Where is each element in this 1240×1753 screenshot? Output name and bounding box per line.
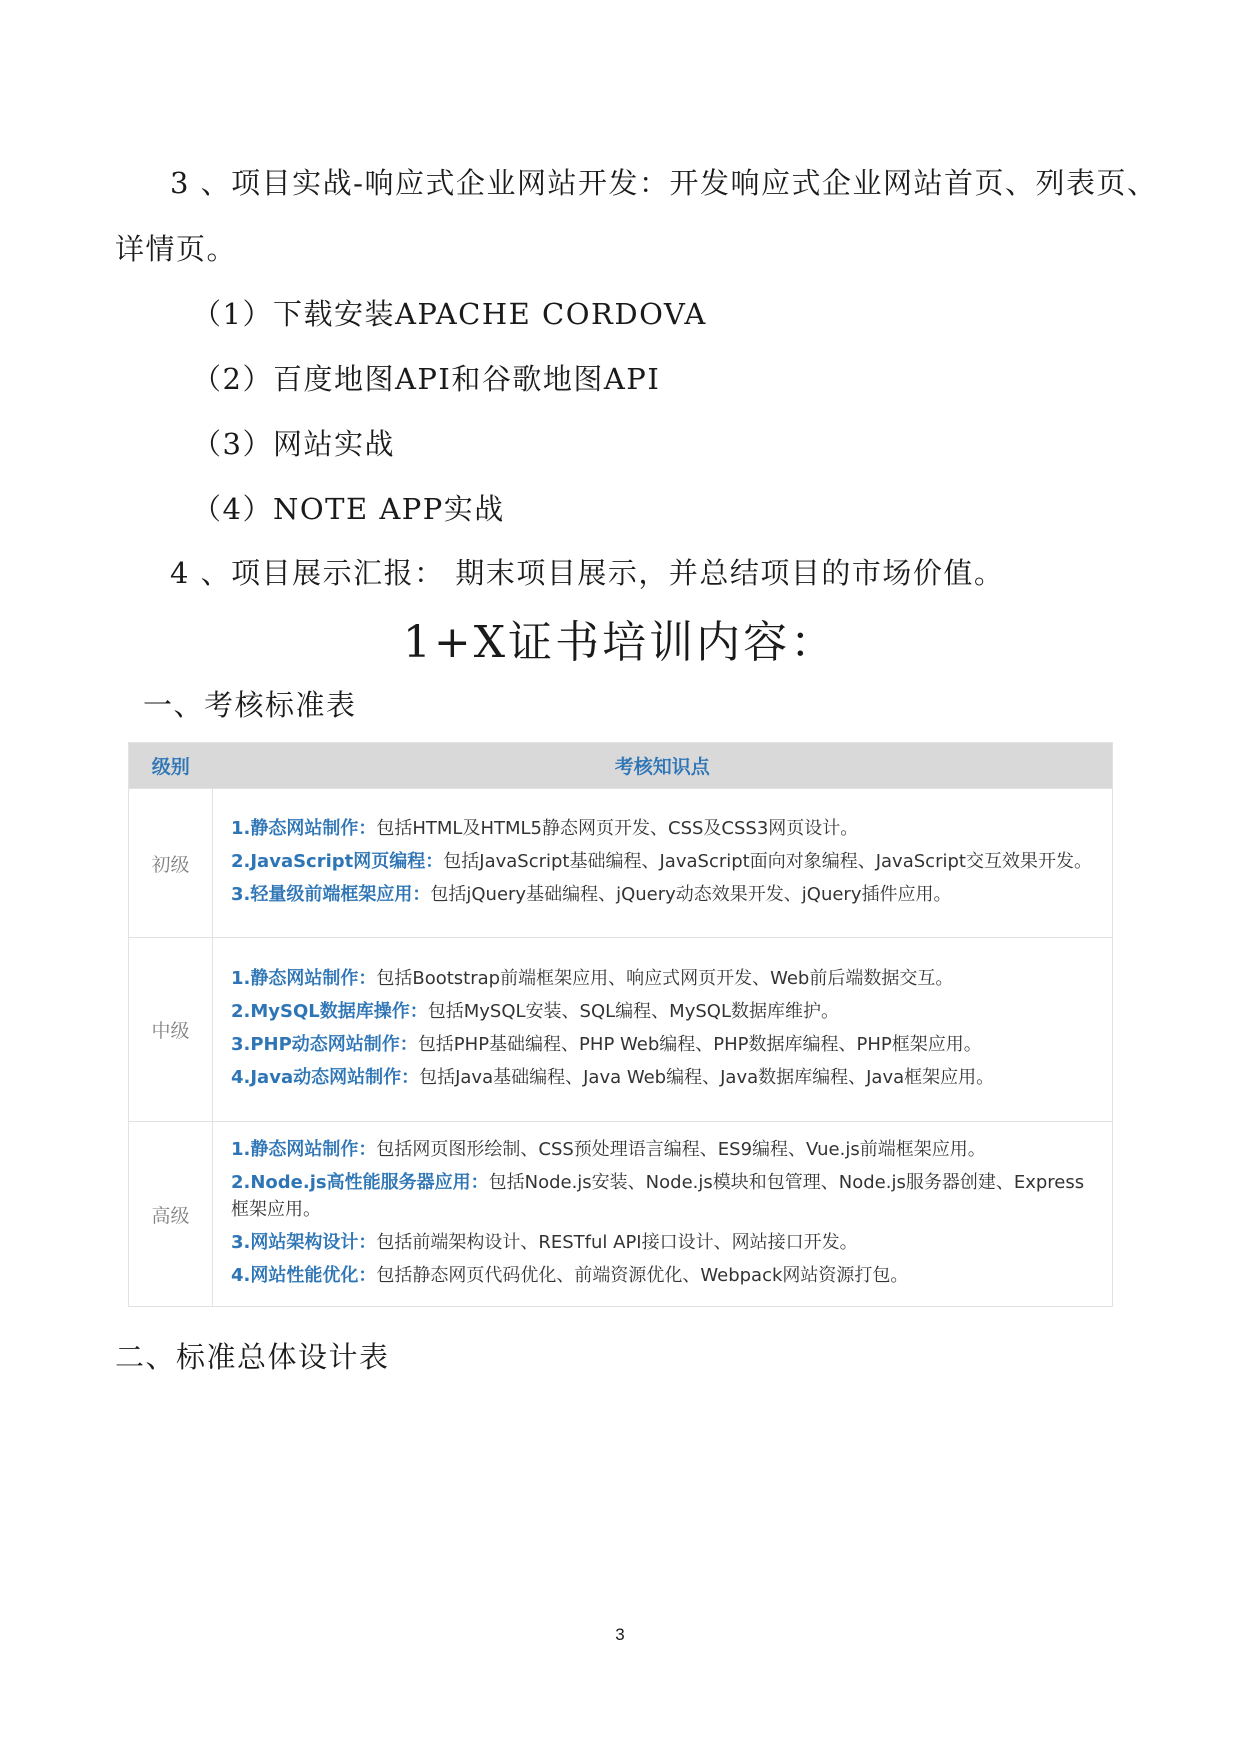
list-item: （2）百度地图API和谷歌地图API	[192, 362, 661, 396]
paragraph-project-practice: 3 、项目实战-响应式企业网站开发：开发响应式企业网站首页、列表页、	[170, 166, 1158, 200]
point-title: 4.网站性能优化：	[231, 1264, 377, 1286]
knowledge-point	[231, 1262, 1098, 1289]
section-title-design: 二、标准总体设计表	[115, 1340, 390, 1374]
point-title: 4.Java动态网站制作：	[231, 1066, 420, 1088]
list-item: （4）NOTE APP实战	[192, 492, 505, 526]
point-title: 1.静态网站制作：	[231, 967, 377, 989]
knowledge-point	[231, 848, 1098, 875]
points-cell	[213, 1122, 1113, 1307]
level-cell: 初级	[129, 789, 213, 938]
table-header-row	[129, 743, 1113, 789]
point-title: 1.静态网站制作：	[231, 817, 377, 839]
level-cell: 高级	[129, 1122, 213, 1307]
page-number: 3	[615, 1625, 625, 1644]
point-text: 包括PHP基础编程、PHP Web编程、PHP数据库编程、PHP框架应用。	[417, 1033, 982, 1055]
point-text: 包括网页图形绘制、CSS预处理语言编程、ES9编程、Vue.js前端框架应用。	[376, 1138, 986, 1160]
point-title: 3.轻量级前端框架应用：	[231, 883, 431, 905]
point-title: 2.JavaScript网页编程：	[231, 850, 444, 872]
point-text: 包括静态网页代码优化、前端资源优化、Webpack网站资源打包。	[376, 1264, 909, 1286]
table-row	[129, 789, 1113, 938]
point-text: 包括Java基础编程、Java Web编程、Java数据库编程、Java框架应用。	[419, 1066, 995, 1088]
table-row	[129, 1122, 1113, 1307]
knowledge-point	[231, 1229, 1098, 1256]
point-title: 2.Node.js高性能服务器应用：	[231, 1171, 489, 1193]
points-cell	[213, 938, 1113, 1122]
knowledge-point	[231, 815, 1098, 842]
point-text: 包括jQuery基础编程、jQuery动态效果开发、jQuery插件应用。	[430, 883, 952, 905]
list-item: （3）网站实战	[192, 427, 395, 461]
point-text: 包括MySQL安装、SQL编程、MySQL数据库维护。	[427, 1000, 839, 1022]
knowledge-point	[231, 881, 1098, 908]
knowledge-point	[231, 998, 1098, 1025]
knowledge-point	[231, 965, 1098, 992]
table-row	[129, 938, 1113, 1122]
knowledge-point	[231, 1169, 1098, 1223]
knowledge-point	[231, 1136, 1098, 1163]
header-level: 级别	[129, 743, 213, 789]
point-text: 包括HTML及HTML5静态网页开发、CSS及CSS3网页设计。	[376, 817, 859, 839]
list-item: （1）下载安装APACHE CORDOVA	[192, 297, 707, 331]
point-text: 包括JavaScript基础编程、JavaScript面向对象编程、JavaScript交互效果开发。	[443, 850, 1092, 872]
level-cell: 中级	[129, 938, 213, 1122]
page-heading: 1+X证书培训内容：	[402, 617, 838, 668]
point-title: 3.PHP动态网站制作：	[231, 1033, 418, 1055]
section-title-assessment: 一、考核标准表	[143, 688, 357, 722]
points-cell	[213, 789, 1113, 938]
point-title: 2.MySQL数据库操作：	[231, 1000, 428, 1022]
point-text: 包括Bootstrap前端框架应用、响应式网页开发、Web前后端数据交互。	[376, 967, 954, 989]
knowledge-point	[231, 1031, 1098, 1058]
paragraph-project-report: 4 、项目展示汇报： 期末项目展示，并总结项目的市场价值。	[170, 556, 1005, 590]
knowledge-point	[231, 1064, 1098, 1091]
paragraph-project-practice-cont: 详情页。	[115, 232, 238, 266]
point-text: 包括前端架构设计、RESTful API接口设计、网站接口开发。	[376, 1231, 858, 1253]
point-title: 3.网站架构设计：	[231, 1231, 377, 1253]
assessment-table	[128, 742, 1113, 1307]
point-title: 1.静态网站制作：	[231, 1138, 377, 1160]
header-points: 考核知识点	[213, 743, 1113, 789]
point-text: 包括Node.js安装、Node.js模块和包管理、Node.js服务器创建、Express框架应用。	[231, 1171, 1085, 1220]
